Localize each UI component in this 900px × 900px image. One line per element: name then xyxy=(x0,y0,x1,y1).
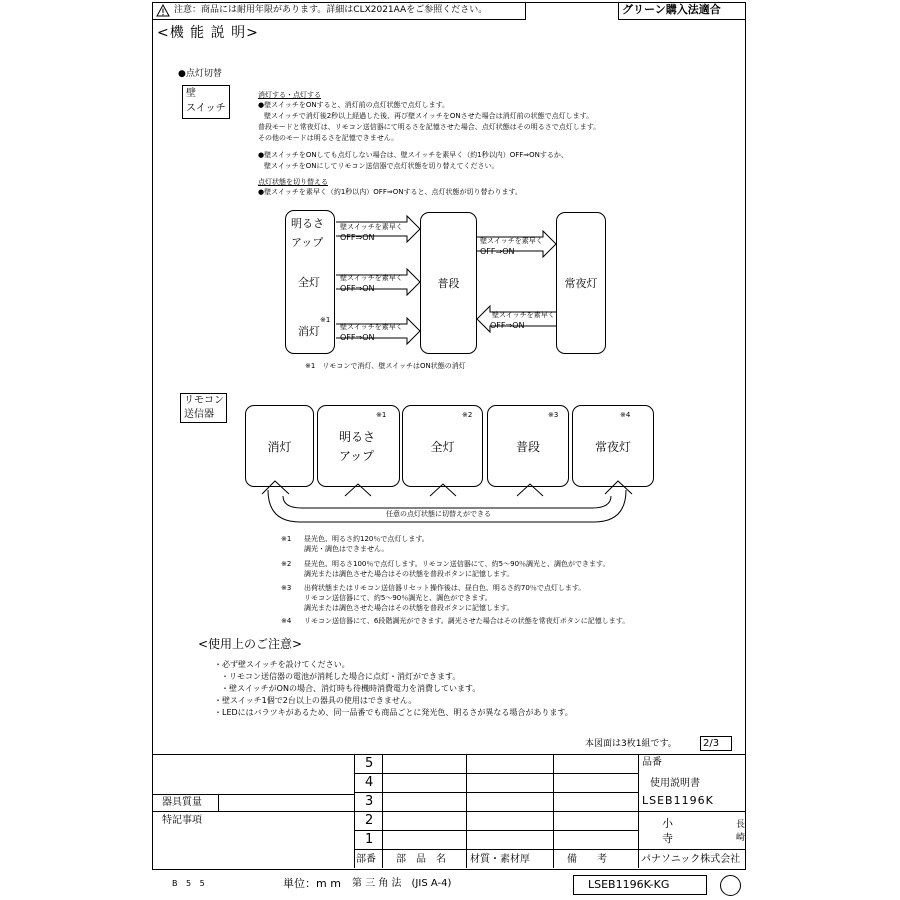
cycle-head-1 xyxy=(345,484,371,496)
arrow3-text-1: 壁スイッチを素早く xyxy=(340,323,403,331)
cycle-head-right xyxy=(605,481,632,494)
col-header-material: 材質・素材厚 xyxy=(470,854,530,865)
flow-left-item-2: アップ xyxy=(291,236,324,249)
block1-line-2: 壁スイッチで消灯後2秒以上経過した後、再び壁スイッチをONさせた場合は消灯前の状態で点灯します。 xyxy=(264,112,594,120)
tb-v-2 xyxy=(382,754,383,868)
note2-line-2: 調光または調色させた場合はその状態を普段ボタンに記憶します。 xyxy=(304,570,514,578)
caution-line-2: ・リモコン送信器の電池が消耗した場合に点灯・消灯ができます。 xyxy=(221,672,461,681)
row-num-2: 2 xyxy=(365,813,374,828)
green-badge-text: グリーン購入法適合 xyxy=(622,3,721,16)
note3-line-1: 出荷状態またはリモコン送信器リセット操作後は、昼白色、明るさ約70％で点灯します。 xyxy=(304,584,586,592)
drawing-code: LSEB1196K-KG xyxy=(588,878,670,891)
note1-line-1: 昼光色、明るさ約120％で点灯します。 xyxy=(304,535,429,543)
unit-text: 単位：m m xyxy=(283,877,341,890)
section-title: <機 能 説 明> xyxy=(157,25,259,41)
caution-line-5: ・LEDにはバラツキがあるため、同一品番でも商品ごとに発光色、明るさが異なる場合があります。 xyxy=(214,708,573,717)
tb-v-3 xyxy=(466,754,467,868)
caution-line-4: ・壁スイッチ1個で2台以上の器具の使用はできません。 xyxy=(214,696,417,705)
sign-2a: 長 xyxy=(736,820,746,830)
row-num-5: 5 xyxy=(365,756,374,771)
remote-button-brightness-label-2: アップ xyxy=(339,449,375,463)
flow-left-note-mark: ※1 xyxy=(320,316,331,324)
caution-line-1: ・必ず壁スイッチを設けてください。 xyxy=(214,660,350,669)
tb-v-4 xyxy=(553,754,554,868)
tb-line-r3a xyxy=(152,811,638,812)
block1-line-1: ●壁スイッチをONすると、消灯前の点灯状態で点灯します。 xyxy=(258,101,450,109)
arrow1-text-1: 壁スイッチを素早く xyxy=(340,223,403,231)
col-header-partname: 部 品 名 xyxy=(396,854,446,865)
remote-label-1: リモコン xyxy=(184,395,224,406)
arrow5-text-1: 壁スイッチを素早く xyxy=(492,311,555,319)
row-num-1: 1 xyxy=(365,832,374,847)
col-header-remarks: 備 考 xyxy=(567,854,607,865)
note1-line-2: 調光・調色はできません。 xyxy=(304,545,389,553)
block3-title: 点灯状態を切り替える xyxy=(258,178,328,186)
tb-line-weight-top xyxy=(152,794,354,795)
tb-v-weight xyxy=(218,794,219,811)
tb-line-top xyxy=(152,754,746,755)
arrow2-text-2: OFF⇒ON xyxy=(340,284,375,293)
sign-1a: 小 xyxy=(662,817,673,830)
block1-line-3: 普段モードと常夜灯は、リモコン送信器にて明るさを記憶させた場合、点灯状態はその明るさで点灯します。 xyxy=(258,123,601,131)
note1-mark: ※1 xyxy=(281,535,292,543)
block2-line-2: 壁スイッチをONにしてリモコン送信器で点灯状態を切り替えてください。 xyxy=(264,162,499,170)
tb-line-r4 xyxy=(354,830,638,831)
notice-text: 注意：商品には耐用年限があります。詳細はCLX2021AAをご参照ください。 xyxy=(174,5,488,15)
remote-label-2: 送信器 xyxy=(184,409,214,420)
note4-line-1: リモコン送信器にて、6段階調光ができます。調光させた場合はその状態を常夜灯ボタンに記憶します。 xyxy=(304,617,630,625)
flow-right-label: 常夜灯 xyxy=(564,277,598,290)
remote-button-brightness-mark: ※1 xyxy=(376,411,387,419)
remote-button-off-label: 消灯 xyxy=(267,439,292,454)
flow-left-item-3: 全灯 xyxy=(298,276,320,289)
cycle-caption: 任意の点灯状態に切替えができる xyxy=(386,510,491,518)
flow-middle-label: 普段 xyxy=(437,277,460,290)
remote-button-brightness-label-1: 明るさ xyxy=(339,430,376,444)
switching-heading: ●点灯切替 xyxy=(178,69,222,79)
arrow3-text-2: OFF⇒ON xyxy=(340,333,375,342)
remote-button-normal-mark: ※3 xyxy=(548,411,559,419)
remote-button-normal-label: 普段 xyxy=(515,439,540,454)
block3-line: ●壁スイッチを素早く（約1秒以内）OFF⇒ONすると、点灯状態が切り替わります。 xyxy=(258,188,522,196)
block1-title: 消灯する・点灯する xyxy=(258,91,321,99)
tb-v-1 xyxy=(354,754,355,868)
remote-button-full-label: 全灯 xyxy=(430,439,455,454)
note2-line-1: 昼光色、明るさ100％で点灯します。リモコン送信器にて、約5～90％調光と、調色ができます。 xyxy=(304,560,610,568)
block2-line-1: ●壁スイッチをONしても点灯しない場合は、壁スイッチを素早く（約1秒以内）OFF⇒ONするか、 xyxy=(258,151,568,159)
arrow4-text-1: 壁スイッチを素早く xyxy=(480,237,543,245)
wall-switch-label-2: スイッチ xyxy=(186,103,226,114)
col-header-partno: 部番 xyxy=(356,854,376,865)
row-num-3: 3 xyxy=(365,794,374,809)
sign-2b: 崎 xyxy=(736,833,746,843)
remote-button-full-mark: ※2 xyxy=(462,411,473,419)
caution-line-3: ・壁スイッチがONの場合、消灯時も待機時消費電力を消費しています。 xyxy=(221,684,481,693)
arrow2-text-1: 壁スイッチを素早く xyxy=(340,274,403,282)
sign-1b: 寺 xyxy=(662,832,673,845)
cycle-head-2 xyxy=(430,484,456,496)
tb-line-r5 xyxy=(354,849,638,850)
projection-text: 第 三 角 法 (JIS A-4) xyxy=(352,878,452,889)
tb-line-r3b xyxy=(638,811,746,812)
arrow1-text-2: OFF⇒ON xyxy=(340,233,375,242)
sheet-info-text: 本図面は3枚1組です。 xyxy=(585,739,677,749)
maker-name: パナソニック株式会社 xyxy=(641,854,741,865)
paper-size: B 5 5 xyxy=(172,879,208,888)
flow-left-item-1: 明るさ xyxy=(291,217,324,230)
revision-circle xyxy=(720,875,741,896)
weight-label: 器具質量 xyxy=(162,797,202,808)
note3-line-3: 調光または調色させた場合はその状態を普段ボタンに記憶します。 xyxy=(304,604,514,612)
doc-name: 使用説明書 xyxy=(650,778,700,789)
arrow5-text-2: OFF⇒ON xyxy=(490,321,525,330)
cycle-inner-curve xyxy=(283,496,611,508)
tb-line-r1 xyxy=(354,773,638,774)
arrow4-text-2: OFF⇒ON xyxy=(480,247,515,256)
remarks-label: 特記事項 xyxy=(162,815,202,826)
model-number: LSEB1196K xyxy=(642,794,714,807)
flow-footnote: ※1 リモコンで消灯、壁スイッチはON状態の消灯 xyxy=(305,362,466,370)
note3-mark: ※3 xyxy=(281,584,292,592)
hinban-label: 品番 xyxy=(642,757,662,768)
wall-switch-label-1: 壁 xyxy=(186,88,196,99)
tb-line-r5b xyxy=(638,849,746,850)
flow-left-item-4: 消灯 xyxy=(298,325,320,338)
note3-line-2: リモコン送信器にて、約5～90％調光と、調色ができます。 xyxy=(304,594,492,602)
tb-v-5 xyxy=(638,754,639,868)
remote-button-nightlight-mark: ※4 xyxy=(620,411,631,419)
remote-button-nightlight-label: 常夜灯 xyxy=(594,439,631,454)
cycle-head-3 xyxy=(517,484,543,496)
cautions-title: <使用上のご注意> xyxy=(198,637,303,651)
row-num-4: 4 xyxy=(365,775,374,790)
sheet-page: 2/3 xyxy=(703,738,720,749)
note4-mark: ※4 xyxy=(281,617,292,625)
block1-line-4: その他のモードは明るさを記憶できません。 xyxy=(258,134,399,142)
tb-line-r2 xyxy=(354,792,638,793)
note2-mark: ※2 xyxy=(281,560,292,568)
cycle-head-left xyxy=(262,481,289,494)
